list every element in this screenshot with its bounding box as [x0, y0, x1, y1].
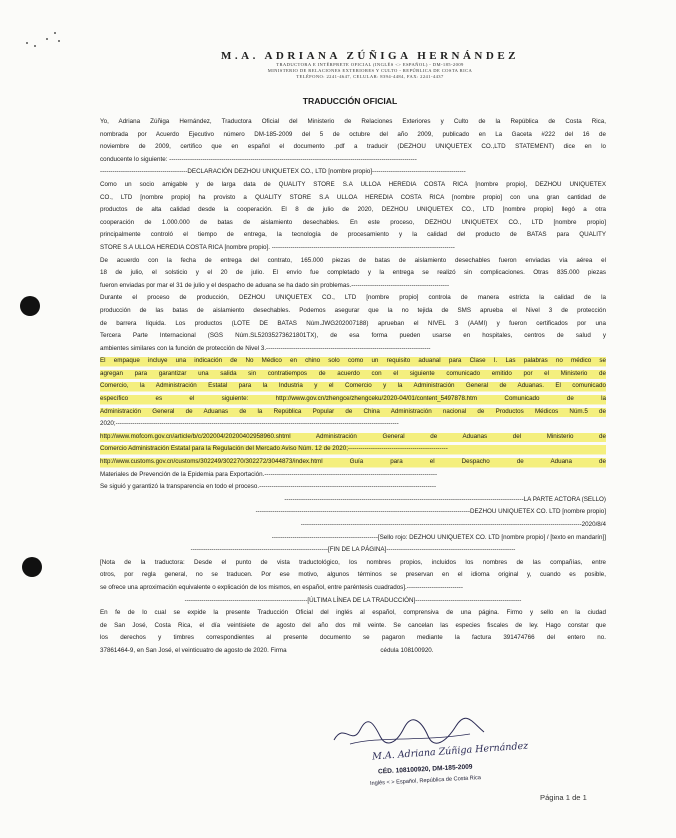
letterhead-line: TRADUCTORA E INTÉRPRETE OFICIAL (INGLÉS <> ESPAÑOL) - DM-185-2009 — [276, 62, 464, 67]
text-line: principalmente controló el tiempo de entrega, la tecnología de procesamiento y la calidad del producto de BATAS para QUALITY — [100, 231, 606, 239]
text-line: ---------------------------------------------------[Sello rojo: DEZHOU UNIQUETEX CO. LTD [nombre propio] / [texto en mandarín]] — [271, 533, 606, 541]
text-line: 2020;---------------------------------------------------------------------------------------------------------------------------------------- — [100, 420, 399, 428]
highlighted-line: Comercio Administración Estatal para la Regulación del Mercado Aviso Núm. 12 de 2020;------------------------------------------------ — [100, 443, 606, 456]
document-title: TRADUCCIÓN OFICIAL — [302, 96, 398, 106]
text-line: Tercera Parte Internacional (SGS Núm.SL52035273621801TX), de esa forma pueden usarse en hospitales, centros de salud y — [100, 332, 606, 340]
text-line: ---------------------------------------------------------------------------------------------------------------------------------------2020/8/4 — [300, 521, 606, 528]
stamp-name: M.A. Adriana Zúñiga Hernández — [371, 740, 529, 763]
text-line: ------------------------------------------DECLARACIÓN DEZHOU UNIQUETEX CO., LTD [nombre propio]--------------------------------------------- — [100, 168, 466, 176]
document-body — [100, 116, 606, 658]
highlighted-line: específico es el siguiente: http://www.gov.cn/zhengce/zhengceku/2020-04/01/content_5497878.htm Comunicado de la — [100, 393, 606, 406]
punch-hole — [20, 296, 40, 316]
scan-specks — [24, 30, 64, 50]
letterhead-line: MINISTERIO DE RELACIONES EXTERIORES Y CULTO - REPÚBLICA DE COSTA RICA — [267, 68, 473, 73]
stamp-language: Inglés < > Español, República de Costa Rica — [369, 775, 482, 787]
highlighted-line: Comercio, la Administración Estatal para la Industria y el Comercio y la Administración General de Aduanas. El comunicado — [100, 380, 606, 393]
text-line: Como un socio amigable y de larga data de QUALITY STORE S.A ULLOA HEREDIA COSTA RICA [nombre propio], DEZHOU UNIQUETEX — [100, 180, 606, 188]
translator-name: M.A. ADRIANA ZÚÑIGA HERNÁNDEZ — [221, 50, 519, 62]
text-line: ambientes similares con la función de protección de Nivel 3.------------------------------------------------------------------------------- — [100, 344, 431, 352]
signature-stamp — [369, 738, 529, 808]
page-number: Página 1 de 1 — [540, 793, 587, 802]
text-line: [Nota de la traductora: Desde el punto de vista traductológico, los nombres propios, incluidos los nombres de las compañías, entre — [100, 558, 606, 566]
text-line: Durante el proceso de producción, DEZHOU UNIQUETEX CO., LTD [nombre propio] controla de manera estricta la calidad de la — [100, 294, 606, 302]
text-line: -------------------------------------------------------------------------------------------------------DEZHOU UNIQUETEX CO. LTD [nombre propio] — [255, 508, 606, 516]
stamp-id: CÉD. 108100920, DM-185-2009 — [377, 763, 473, 776]
text-line: Materiales de Prevención de la Epidemia para Exportación.----------------------------------------------------------------------------------- — [100, 470, 438, 478]
text-line: fueron enviadas por mar el 31 de julio y el despacho de aduana se ha dado sin problemas.----------------------------------------------- — [100, 281, 450, 289]
text-line: Yo, Adriana Zúñiga Hernández, Traductora Oficial del Ministerio de Relaciones Exteriores y Culto de la República de Costa Rica, — [100, 118, 606, 125]
text-line: Se siguió y garantizó la transparencia en todo el proceso.------------------------------------------------------------------------------------- — [100, 483, 437, 491]
text-line: En fe de lo cual se expide la presente Traducción Oficial del inglés al español, comprensiva de una página. Firmo y sello en la ciudad — [100, 609, 606, 617]
highlighted-line: http://www.mofcom.gov.cn/article/b/c/202004/20200402958960.shtml Administración General de Aduanas del Ministerio de — [100, 431, 606, 444]
text-line: ------------------------------------------------------------------[FIN DE LA PÁGINA]-------------------------------------------------------------- — [190, 546, 516, 554]
text-line: 18 de julio, el solsticio y el 20 de julio. El envío fue completado y la entrega se realizó sin complicaciones. Otras 835.000 piezas — [100, 269, 606, 277]
text-line: cooperación de 1.000.000 de batas de aislamiento desechables. En este proceso, DEZHOU UNIQUETEX CO., LTD [nombre propio] — [100, 218, 606, 226]
text-line: CO., LTD [nombre propio] ha provisto a QUALITY STORE S.A ULLOA HEREDIA COSTA RICA [nombre propio] con una gran cantidad de — [100, 193, 606, 201]
text-line: se ofrece una aproximación equivalente o explicación de los mismos, en español, entre paréntesis cuadrados].--------------------------- — [100, 583, 463, 591]
text-line: STORE S.A ULLOA HEREDIA COSTA RICA [nombre propio]. ---------------------------------------------------------------------------------------- — [100, 243, 455, 251]
highlighted-line: El empaque incluye una indicación de No Médico en chino solo como un requisito aduanal para Clase I. Las palabras no médico se — [100, 355, 606, 368]
text-line: conducente lo siguiente: ----------------------------------------------------------------------------------------------------------------------- — [100, 155, 417, 163]
text-line: -----------------------------------------------------------[ÚLTIMA LÍNEA DE LA TRADUCCIÓN]--------------------------------------------------- — [184, 596, 522, 604]
letterhead-line: TELÉFONO: 2241-4647, CELULAR: 8394-4484, FAX: 2241-4437 — [296, 74, 444, 79]
text-line: de San José, Costa Rica, el día veintisiete de agosto del año dos mil veinte. Se cancelan las especies fiscales de ley. Hago constar que — [100, 621, 606, 629]
text-line: productos de alta calidad desde la cooperación. El 8 de julio de 2020, DEZHOU UNIQUETEX CO., LTD [nombre propio] llegó a otra — [100, 206, 606, 214]
punch-hole — [22, 557, 42, 577]
text-line: De acuerdo con la fecha de entrega del contrato, 165.000 piezas de batas de aislamiento desechables fueron enviadas vía aérea el — [100, 256, 606, 264]
text-line: noviembre de 2009, certifico que en español el documento .pdf a traducir (DEZHOU UNIQUETEX CO.,LTD STATEMENT) dice en lo — [100, 143, 606, 151]
highlighted-line: agregan para garantizar una salida sin contratiempos de acuerdo con el siguiente comunicado emitido por el Ministerio de — [100, 368, 606, 381]
highlighted-line: http://www.customs.gov.cn/customs/302249/302270/302272/3044873/index.html Guía para el Despacho de Aduana de — [100, 456, 606, 469]
text-line: los derechos y timbres correspondientes al presente documento se pagaron mediante la factura 391474766 del entero no. — [100, 634, 606, 642]
text-line: 37861464-9, en San José, el veinticuatro de agosto de 2020. Firma cédula 108100920. — [100, 646, 434, 654]
highlighted-line: Administración General de Aduanas de la República Popular de China Administración nacional de Productos Médicos Núm.5 de — [100, 406, 606, 419]
text-line: producción de las batas de aislamiento desechables. Podemos asegurar que la no tejida de SMS aprueba el Nivel 3 de protección — [100, 306, 606, 314]
text-line: -------------------------------------------------------------------------------------------------------------------LA PARTE ACTORA (SELLO) — [284, 495, 606, 503]
text-line: otros, por regla general, no se traducen. Por ese motivo, algunos términos se preservan en el idioma original y, cuando es posible, — [100, 571, 606, 579]
text-line: de barrera líquida. Los productos (LOTE DE BATAS Núm.JWG202007188) aprueban el NIVEL 3 (AAMI) y fueron certificados por una — [100, 319, 606, 327]
letterhead — [120, 50, 620, 80]
text-line: nombrada por Acuerdo Ejecutivo número DM-185-2009 del 5 de octubre del año 2009, publicado en La Gaceta #222 del 16 de — [100, 130, 606, 138]
